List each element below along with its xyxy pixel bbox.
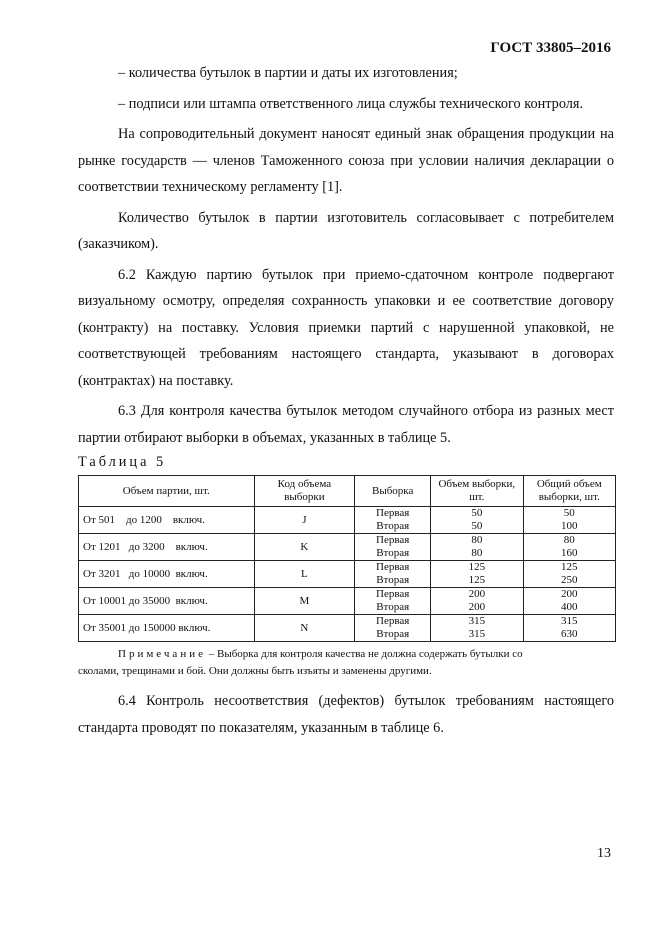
volume-first: 125 [468,561,486,573]
total-first: 200 [561,588,578,600]
paragraph-6: 6.3 Для контроля качества бутылок методом случайного отбора из разных мест партии отбирают выборки в объемах, указанных в таблице 5. [78,403,614,446]
document-number: ГОСТ 33805–2016 [490,40,611,56]
volume-first: 200 [468,588,486,600]
total-second: 100 [561,520,578,532]
cell-code: L [254,561,355,588]
table-caption: Таблица 5 [78,454,167,470]
cell-range: От 3201 до 10000 включ. [79,561,255,588]
paragraph-7: 6.4 Контроль несоответствия (дефектов) бутылок требованиям настоящего стандарта проводят по показателям, указанным в таблице 6. [78,693,614,736]
cell-code: M [254,588,355,615]
cell-code: J [254,507,355,534]
cell-total [523,561,615,588]
cell-sample [355,507,431,534]
sample-second: Вторая [376,520,410,532]
cell-sample [355,534,431,561]
cell-volume [431,534,523,561]
total-second: 250 [561,574,578,586]
page-body [78,60,614,741]
paragraph-3: На сопроводительный документ наносят единый знак обращения продукции на рынке государств — членов Таможенного союза при условии наличия декларации о соответствии техническому регламенту [1]. [78,126,614,195]
volume-second: 315 [468,628,486,640]
cell-range: От 501 до 1200 включ. [79,507,255,534]
cell-total [523,534,615,561]
header-batch: Объем партии, шт. [79,476,255,507]
volume-second: 200 [468,601,486,613]
total-first: 80 [563,534,575,546]
table-row [79,507,616,534]
header-total: Общий объем выборки, шт. [523,476,615,507]
cell-volume [431,615,523,642]
cell-sample [355,561,431,588]
volume-second: 80 [471,547,483,559]
cell-volume [431,507,523,534]
total-first: 50 [563,507,575,519]
sample-size-table [78,475,616,642]
paragraph-1: – количества бутылок в партии и даты их изготовления; [118,65,458,81]
cell-sample [355,615,431,642]
volume-second: 125 [468,574,486,586]
total-second: 160 [561,547,578,559]
header-code: Код объема выборки [254,476,355,507]
header-volume: Объем выборки, шт. [431,476,523,507]
paragraph-4: Количество бутылок в партии изготовитель согласовывает с потребителем (заказчиком). [78,209,614,252]
header-sample: Выборка [355,476,431,507]
sample-second: Вторая [376,574,410,586]
sample-second: Вторая [376,547,410,559]
table-row [79,561,616,588]
note-text-1: – Выборка для контроля качества не должна содержать бутылки со [205,648,523,660]
volume-first: 80 [471,534,483,546]
cell-total [523,507,615,534]
volume-first: 50 [471,507,483,519]
table-row [79,534,616,561]
total-second: 630 [561,628,578,640]
total-first: 315 [561,615,578,627]
total-second: 400 [561,601,578,613]
table-header-row [79,476,616,507]
table-note-continued: сколами, трещинами и бой. Они должны быть изъяты и заменены другими. [78,665,432,677]
cell-volume [431,588,523,615]
cell-range: От 1201 до 3200 включ. [79,534,255,561]
cell-code: K [254,534,355,561]
sample-first: Первая [376,534,410,546]
sample-first: Первая [376,507,410,519]
total-first: 125 [561,561,578,573]
sample-first: Первая [376,615,410,627]
sample-second: Вторая [376,628,410,640]
cell-code: N [254,615,355,642]
cell-range: От 10001 до 35000 включ. [79,588,255,615]
cell-total [523,588,615,615]
sample-first: Первая [376,561,410,573]
page-number: 13 [597,846,611,861]
table-row [79,615,616,642]
note-label: Примечание [118,648,206,660]
volume-first: 315 [468,615,486,627]
table-row [79,588,616,615]
cell-sample [355,588,431,615]
paragraph-5: 6.2 Каждую партию бутылок при приемо-сдаточном контроле подвергают визуальному осмотру, определяя сохранность упаковки и ее соответствие договору (контракту) на поставку. Условия приемки партий с нарушенной упаковкой, не соответствующей требованиям настоящего стандарта, указывают в договорах (контрактах) на поставку. [78,266,614,389]
sample-second: Вторая [376,601,410,613]
cell-volume [431,561,523,588]
sample-first: Первая [376,588,410,600]
cell-total [523,615,615,642]
cell-range: От 35001 до 150000 включ. [79,615,255,642]
paragraph-2: – подписи или штампа ответственного лица службы технического контроля. [118,95,584,112]
volume-second: 50 [471,520,483,532]
